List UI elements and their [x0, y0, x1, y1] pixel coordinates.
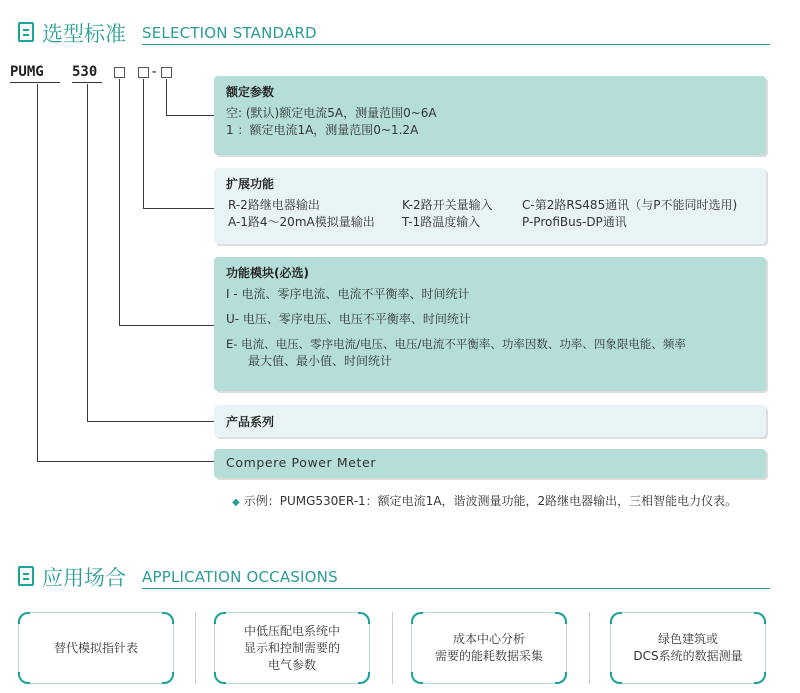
panel-series-title: 产品系列	[226, 415, 275, 429]
expansion-option-a: A-1路4～20mA模拟量输出	[228, 215, 375, 229]
application-card-cost-center	[411, 612, 567, 684]
expansion-option-r: R-2路继电器输出	[228, 198, 320, 212]
connector-expansion	[143, 79, 144, 208]
panel-expansion-title: 扩展功能	[226, 177, 275, 191]
document-icon	[18, 22, 34, 42]
card-separator	[589, 612, 590, 684]
panel-rated-title: 额定参数	[226, 85, 275, 99]
applications-title-cn: 应用场合	[42, 566, 126, 590]
code-slot-function	[114, 67, 125, 78]
header-rule	[142, 44, 770, 45]
rated-line-default: 空: (默认)额定电流5A，测量范围0~6A	[226, 106, 437, 120]
application-card-analog-replacement	[18, 612, 174, 684]
connector-expansion-h	[143, 208, 214, 209]
code-slot-expansion	[138, 67, 149, 78]
function-line-i: I - 电流、零序电流、电流不平衡率、时间统计	[226, 287, 470, 301]
function-line-e-cont: 最大值、最小值、时间统计	[248, 354, 393, 368]
panel-product-name	[214, 449, 766, 478]
card-line: 显示和控制需要的	[243, 640, 340, 655]
card-separator	[195, 612, 196, 684]
connector-function	[119, 79, 120, 325]
card-line: 需要的能耗数据采集	[434, 649, 543, 663]
panel-product-series	[214, 405, 766, 437]
application-card-text	[633, 631, 742, 665]
card-line: 电气参数	[267, 657, 316, 672]
selection-title-cn: 选型标准	[42, 22, 126, 46]
code-number-underline	[72, 82, 102, 83]
connector-rated-h	[166, 115, 214, 116]
connector-rated	[166, 79, 167, 115]
model-code-base: PUMG	[10, 64, 44, 80]
expansion-option-p: P-ProfiBus-DP通讯	[522, 215, 627, 229]
application-card-text	[244, 623, 340, 674]
application-card-text	[54, 640, 138, 657]
expansion-options	[226, 197, 754, 231]
model-code-number: 530	[72, 64, 98, 80]
expansion-option-t: T-1路温度输入	[402, 215, 481, 229]
card-separator	[392, 612, 393, 684]
document-icon	[18, 566, 34, 586]
example-note	[232, 492, 737, 509]
product-name: Compere Power Meter	[226, 455, 377, 470]
application-card-green-building	[610, 612, 766, 684]
card-line: 中低压配电系统中	[243, 623, 340, 638]
application-card-distribution	[214, 612, 370, 684]
card-line: 成本中心分析	[452, 632, 525, 646]
connector-product-h	[37, 461, 214, 462]
connector-series	[87, 84, 88, 421]
panel-function-title: 功能模块(必选)	[226, 266, 309, 280]
expansion-option-k: K-2路开关量输入	[402, 198, 493, 212]
expansion-option-c: C-第2路RS485通讯（与P不能同时选用)	[522, 198, 738, 212]
code-slot-rated	[161, 67, 172, 78]
applications-title-en: APPLICATION OCCASIONS	[142, 568, 338, 586]
application-card-text	[435, 631, 543, 665]
panel-function-module	[214, 257, 766, 391]
card-line: 替代模拟指针表	[53, 640, 138, 655]
code-dash: -	[150, 64, 159, 80]
function-line-u: U- 电压、零序电压、电压不平衡率、时间统计	[226, 312, 471, 326]
connector-function-h	[119, 325, 214, 326]
connector-series-h	[87, 421, 214, 422]
card-line: 绿色建筑或	[657, 632, 718, 646]
selection-title-en: SELECTION STANDARD	[142, 24, 317, 42]
selection-header	[18, 18, 770, 48]
applications-header	[18, 562, 770, 592]
card-line: DCS系统的数据测量	[633, 649, 743, 663]
connector-product	[37, 84, 38, 461]
function-line-e: E- 电流、电压、零序电流/电压、电压/电流不平衡率、功率因数、功率、四象限电能、频率	[226, 337, 686, 351]
rated-line-1a: 1 ：额定电流1A，测量范围0~1.2A	[226, 123, 419, 137]
panel-rated-parameters	[214, 76, 766, 155]
header-rule	[142, 588, 770, 589]
diamond-icon: ◆	[232, 497, 240, 508]
example-text: 示例：PUMG530ER-1：额定电流1A，谐波测量功能，2路继电器输出，三相智能电力仪表。	[243, 494, 738, 508]
code-base-underline	[10, 82, 60, 83]
panel-expansion	[214, 168, 766, 244]
